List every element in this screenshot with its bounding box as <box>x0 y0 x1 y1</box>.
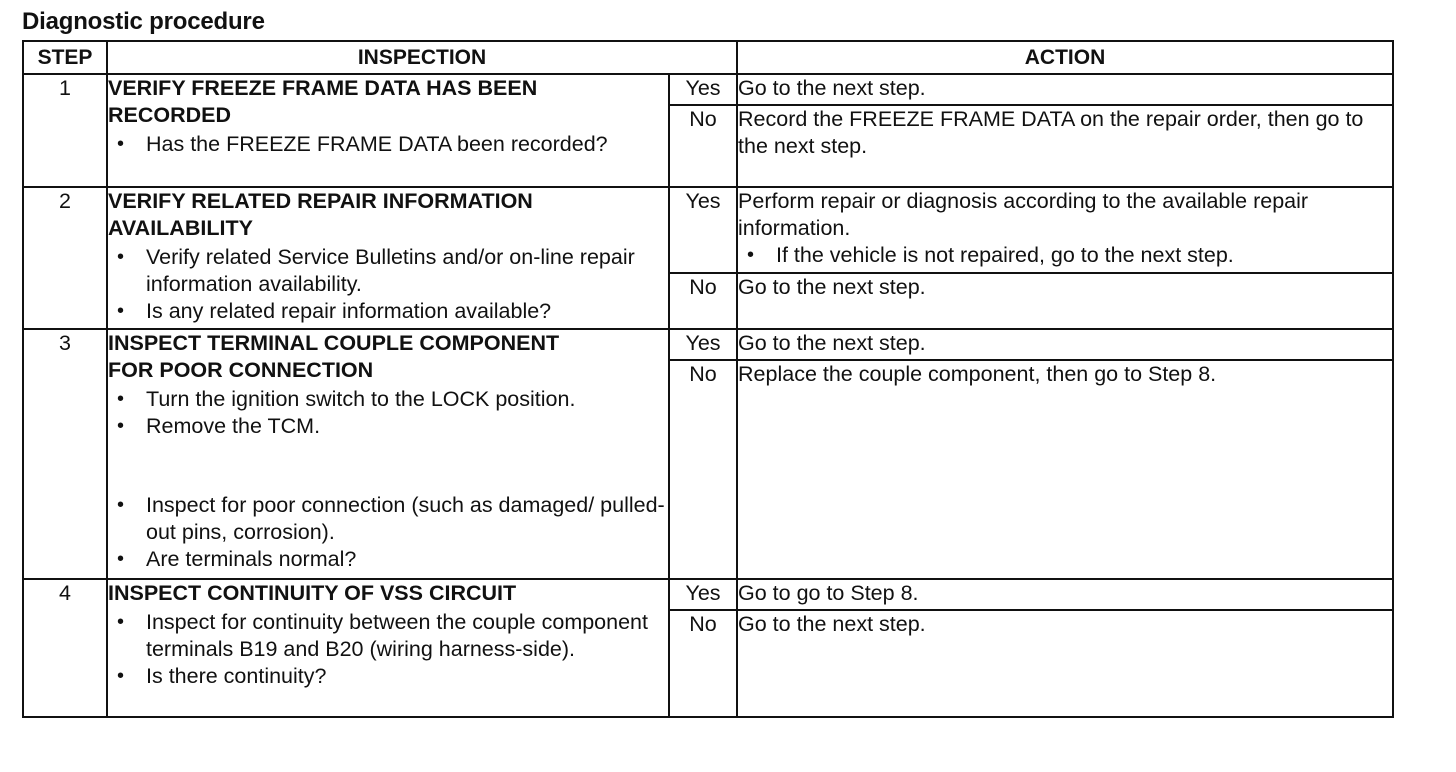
inspection-bullet: • Is any related repair information available? <box>108 298 668 325</box>
yes-action: Go to go to Step 8. <box>737 579 1393 610</box>
step-1-yes-row <box>23 74 1393 105</box>
step-number: 1 <box>23 74 107 187</box>
inspection-cell <box>107 187 669 329</box>
inspection-title-line1: INSPECT TERMINAL COUPLE COMPONENT <box>108 331 560 355</box>
no-action: Go to the next step. <box>737 610 1393 717</box>
yes-label: Yes <box>669 579 737 610</box>
no-action: Record the FREEZE FRAME DATA on the repair order, then go to the next step. <box>737 105 1393 187</box>
yes-label: Yes <box>669 329 737 360</box>
page-title: Diagnostic procedure <box>22 8 265 35</box>
inspection-title <box>108 188 668 242</box>
header-inspection: INSPECTION <box>107 41 737 74</box>
action-bullet: • If the vehicle is not repaired, go to the next step. <box>738 242 1392 269</box>
inspection-bullet: • Inspect for poor connection (such as damaged/ pulled-out pins, corrosion). <box>108 492 668 546</box>
illustration-gap <box>108 440 668 492</box>
step-3-yes-row <box>23 329 1393 360</box>
action-bullets <box>738 242 1392 269</box>
inspection-bullet: • Inspect for continuity between the couple component terminals B19 and B20 (wiring harness-side). <box>108 609 668 663</box>
inspection-bullet: • Turn the ignition switch to the LOCK position. <box>108 386 668 413</box>
inspection-title: INSPECT CONTINUITY OF VSS CIRCUIT <box>108 581 517 605</box>
header-action: ACTION <box>737 41 1393 74</box>
step-number: 4 <box>23 579 107 717</box>
inspection-cell <box>107 329 669 579</box>
yes-action: Go to the next step. <box>737 329 1393 360</box>
yes-label: Yes <box>669 74 737 105</box>
no-label: No <box>669 273 737 329</box>
inspection-bullets <box>108 492 668 573</box>
header-row <box>23 41 1393 74</box>
no-action: Replace the couple component, then go to Step 8. <box>737 360 1393 579</box>
inspection-cell <box>107 579 669 717</box>
no-label: No <box>669 105 737 187</box>
inspection-bullet: • Verify related Service Bulletins and/or on-line repair information availability. <box>108 244 668 298</box>
inspection-bullet: • Is there continuity? <box>108 663 668 690</box>
no-label: No <box>669 360 737 579</box>
yes-label: Yes <box>669 187 737 273</box>
step-number: 3 <box>23 329 107 579</box>
diagnostic-procedure-table <box>22 40 1394 718</box>
inspection-bullets <box>108 244 668 325</box>
inspection-title-line2: FOR POOR CONNECTION <box>108 358 374 382</box>
step-4-yes-row <box>23 579 1393 610</box>
inspection-title-line2: RECORDED <box>108 103 232 127</box>
inspection-title <box>108 75 668 129</box>
no-action: Go to the next step. <box>737 273 1393 329</box>
inspection-title-line1: VERIFY RELATED REPAIR INFORMATION <box>108 189 533 213</box>
inspection-bullet: • Are terminals normal? <box>108 546 668 573</box>
inspection-bullets <box>108 131 668 158</box>
header-step: STEP <box>23 41 107 74</box>
inspection-title-line1: VERIFY FREEZE FRAME DATA HAS BEEN <box>108 76 538 100</box>
yes-action: Perform repair or diagnosis according to the available repair information. <box>738 189 1309 240</box>
step-number: 2 <box>23 187 107 329</box>
inspection-bullet: • Has the FREEZE FRAME DATA been recorded? <box>108 131 668 158</box>
yes-action: Go to the next step. <box>737 74 1393 105</box>
yes-action-cell <box>737 187 1393 273</box>
no-label: No <box>669 610 737 717</box>
inspection-cell <box>107 74 669 187</box>
inspection-title-line2: AVAILABILITY <box>108 216 253 240</box>
inspection-bullets <box>108 386 668 440</box>
step-2-yes-row <box>23 187 1393 273</box>
inspection-bullet: • Remove the TCM. <box>108 413 668 440</box>
inspection-bullets <box>108 609 668 690</box>
inspection-title <box>108 330 668 384</box>
